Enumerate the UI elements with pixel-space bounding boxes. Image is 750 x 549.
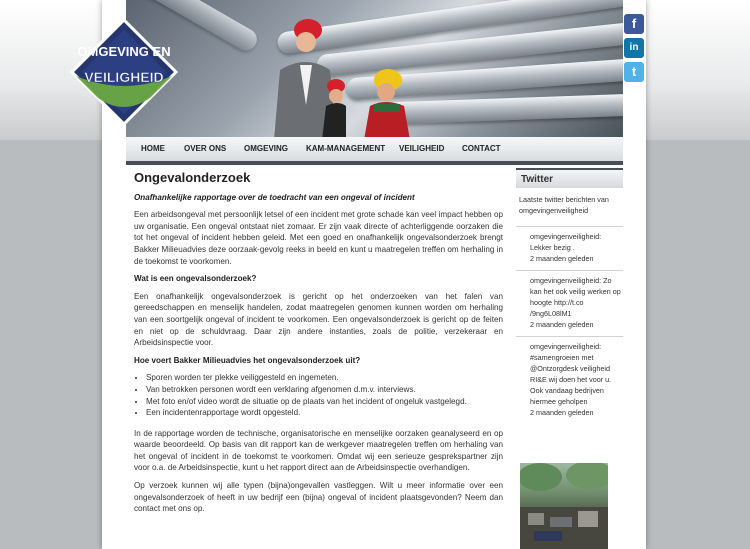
- twitter-intro: Laatste twitter berichten van omgevingenveiligheid: [519, 195, 609, 215]
- tweet-text: omgevingenveiligheid: Lekker bezig .: [530, 232, 602, 252]
- main-content: [134, 172, 503, 521]
- tweet-item: [516, 270, 623, 336]
- list-item: • Van betrokken personen wordt een verklaring afgenomen d.m.v. interviews.: [146, 384, 503, 396]
- list-item: • Een incidentenrapportage wordt opgesteld.: [146, 407, 503, 419]
- site-logo[interactable]: [70, 18, 178, 126]
- tweet-text: omgevingenveiligheid: Zo kan het ook veilig werken op hoogte http://t.co /9ng6L08lM1: [530, 276, 621, 318]
- header-banner-image: [126, 0, 623, 137]
- nav-item-veiligheid[interactable]: VEILIGHEID: [399, 144, 445, 153]
- section-heading-how: Hoe voert Bakker Milieuadvies het ongevalsonderzoek uit?: [134, 355, 361, 365]
- nav-item-over-ons[interactable]: OVER ONS: [184, 144, 227, 153]
- tweet-text: omgevingenveiligheid: #samengroeien met @Ontzorgdesk veiligheid RI&E wij doen het voor u. Ook vandaag bedrijven hiermee geholpen: [530, 342, 612, 406]
- tweet-item: [516, 336, 623, 424]
- logo-line-1: OMGEVING EN: [77, 44, 171, 59]
- nav-item-contact[interactable]: CONTACT: [462, 144, 501, 153]
- nav-item-kam-management[interactable]: KAM-MANAGEMENT: [306, 144, 386, 153]
- sidebar-photo: [520, 463, 608, 549]
- method-list: [134, 372, 503, 418]
- nav-item-omgeving[interactable]: OMGEVING: [244, 144, 289, 153]
- list-item: • Met foto en/of video wordt de situatie op de plaats van het incident of ongeluk vastgelegd.: [146, 396, 503, 408]
- paragraph-3: In de rapportage worden de technische, organisatorische en menselijke oorzaken geanalyseerd en op waarde beoordeeld. Op basis van dit rapport kan de werkgever maatregelen treffen om herhaling van het ongeval of incident in de toekomst te voorkomen. Omdat wij een serieuze gesprekspartner zijn voor o.a. de Arbeidsinspectie, kunt u het rapport direct aan de Arbeidsinspectie overhandigen.: [134, 428, 503, 473]
- linkedin-icon[interactable]: in: [624, 38, 644, 58]
- paragraph-2: Een onafhankelijk ongevalsonderzoek is gericht op het onderzoeken van het falen van gereedschappen en menselijk handelen, zodat maatregelen genomen kunnen worden om herhaling van een soortgelijk ongeval of incident te voorkomen. Een ongevalsonderzoek is gericht op de feiten en niet op de schuldvraag. Daar zijn andere instanties, zoals de politie, verzekeraar en Arbeidsinspectie voor.: [134, 291, 503, 348]
- twitter-icon[interactable]: t: [624, 62, 644, 82]
- tweet-time[interactable]: 2 maanden geleden: [530, 320, 594, 329]
- twitter-sidebar: [516, 168, 623, 424]
- logo-line-2: VEILIGHEID: [84, 69, 164, 85]
- main-navigation: [126, 137, 623, 165]
- page-title: Ongevalonderzoek: [134, 170, 251, 185]
- intro-text: Onafhankelijke rapportage over de toedracht van een ongeval of incident: [134, 192, 415, 202]
- tweet-item: [516, 226, 623, 270]
- twitter-heading: Twitter: [516, 168, 623, 188]
- paragraph-4: Op verzoek kunnen wij alle typen (bijna)ongevallen vastleggen. Wilt u meer informatie over een ongevalsonderzoek of heeft in uw bedrijf een (bijna) ongeval of incident plaatsgevonden? Neem dan contact met ons op.: [134, 481, 503, 514]
- nav-item-home[interactable]: HOME: [141, 144, 165, 153]
- tweet-time[interactable]: 2 maanden geleden: [530, 254, 594, 263]
- section-heading-what: Wat is een ongevalsonderzoek?: [134, 274, 257, 284]
- tweet-time[interactable]: 2 maanden geleden: [530, 408, 594, 417]
- facebook-icon[interactable]: f: [624, 14, 644, 34]
- list-item: • Sporen worden ter plekke veiliggesteld en ingemeten.: [146, 372, 503, 384]
- paragraph-1: Een arbeidsongeval met persoonlijk letsel of een incident met grote schade kan veel impact hebben op uw organisatie. Een ongeval ontstaat niet zomaar. Er zijn vaak directe of achterliggende oorzaken die tot het ongeval of incident hebben geleid. Met een goed en onafhankelijk ongevalsonderzoek brengt Bakker Milieuadvies deze oorzaak-gevolg reeks in beeld en kunt u maatregelen treffen om herhaling in de toekomst te voorkomen.: [134, 210, 503, 266]
